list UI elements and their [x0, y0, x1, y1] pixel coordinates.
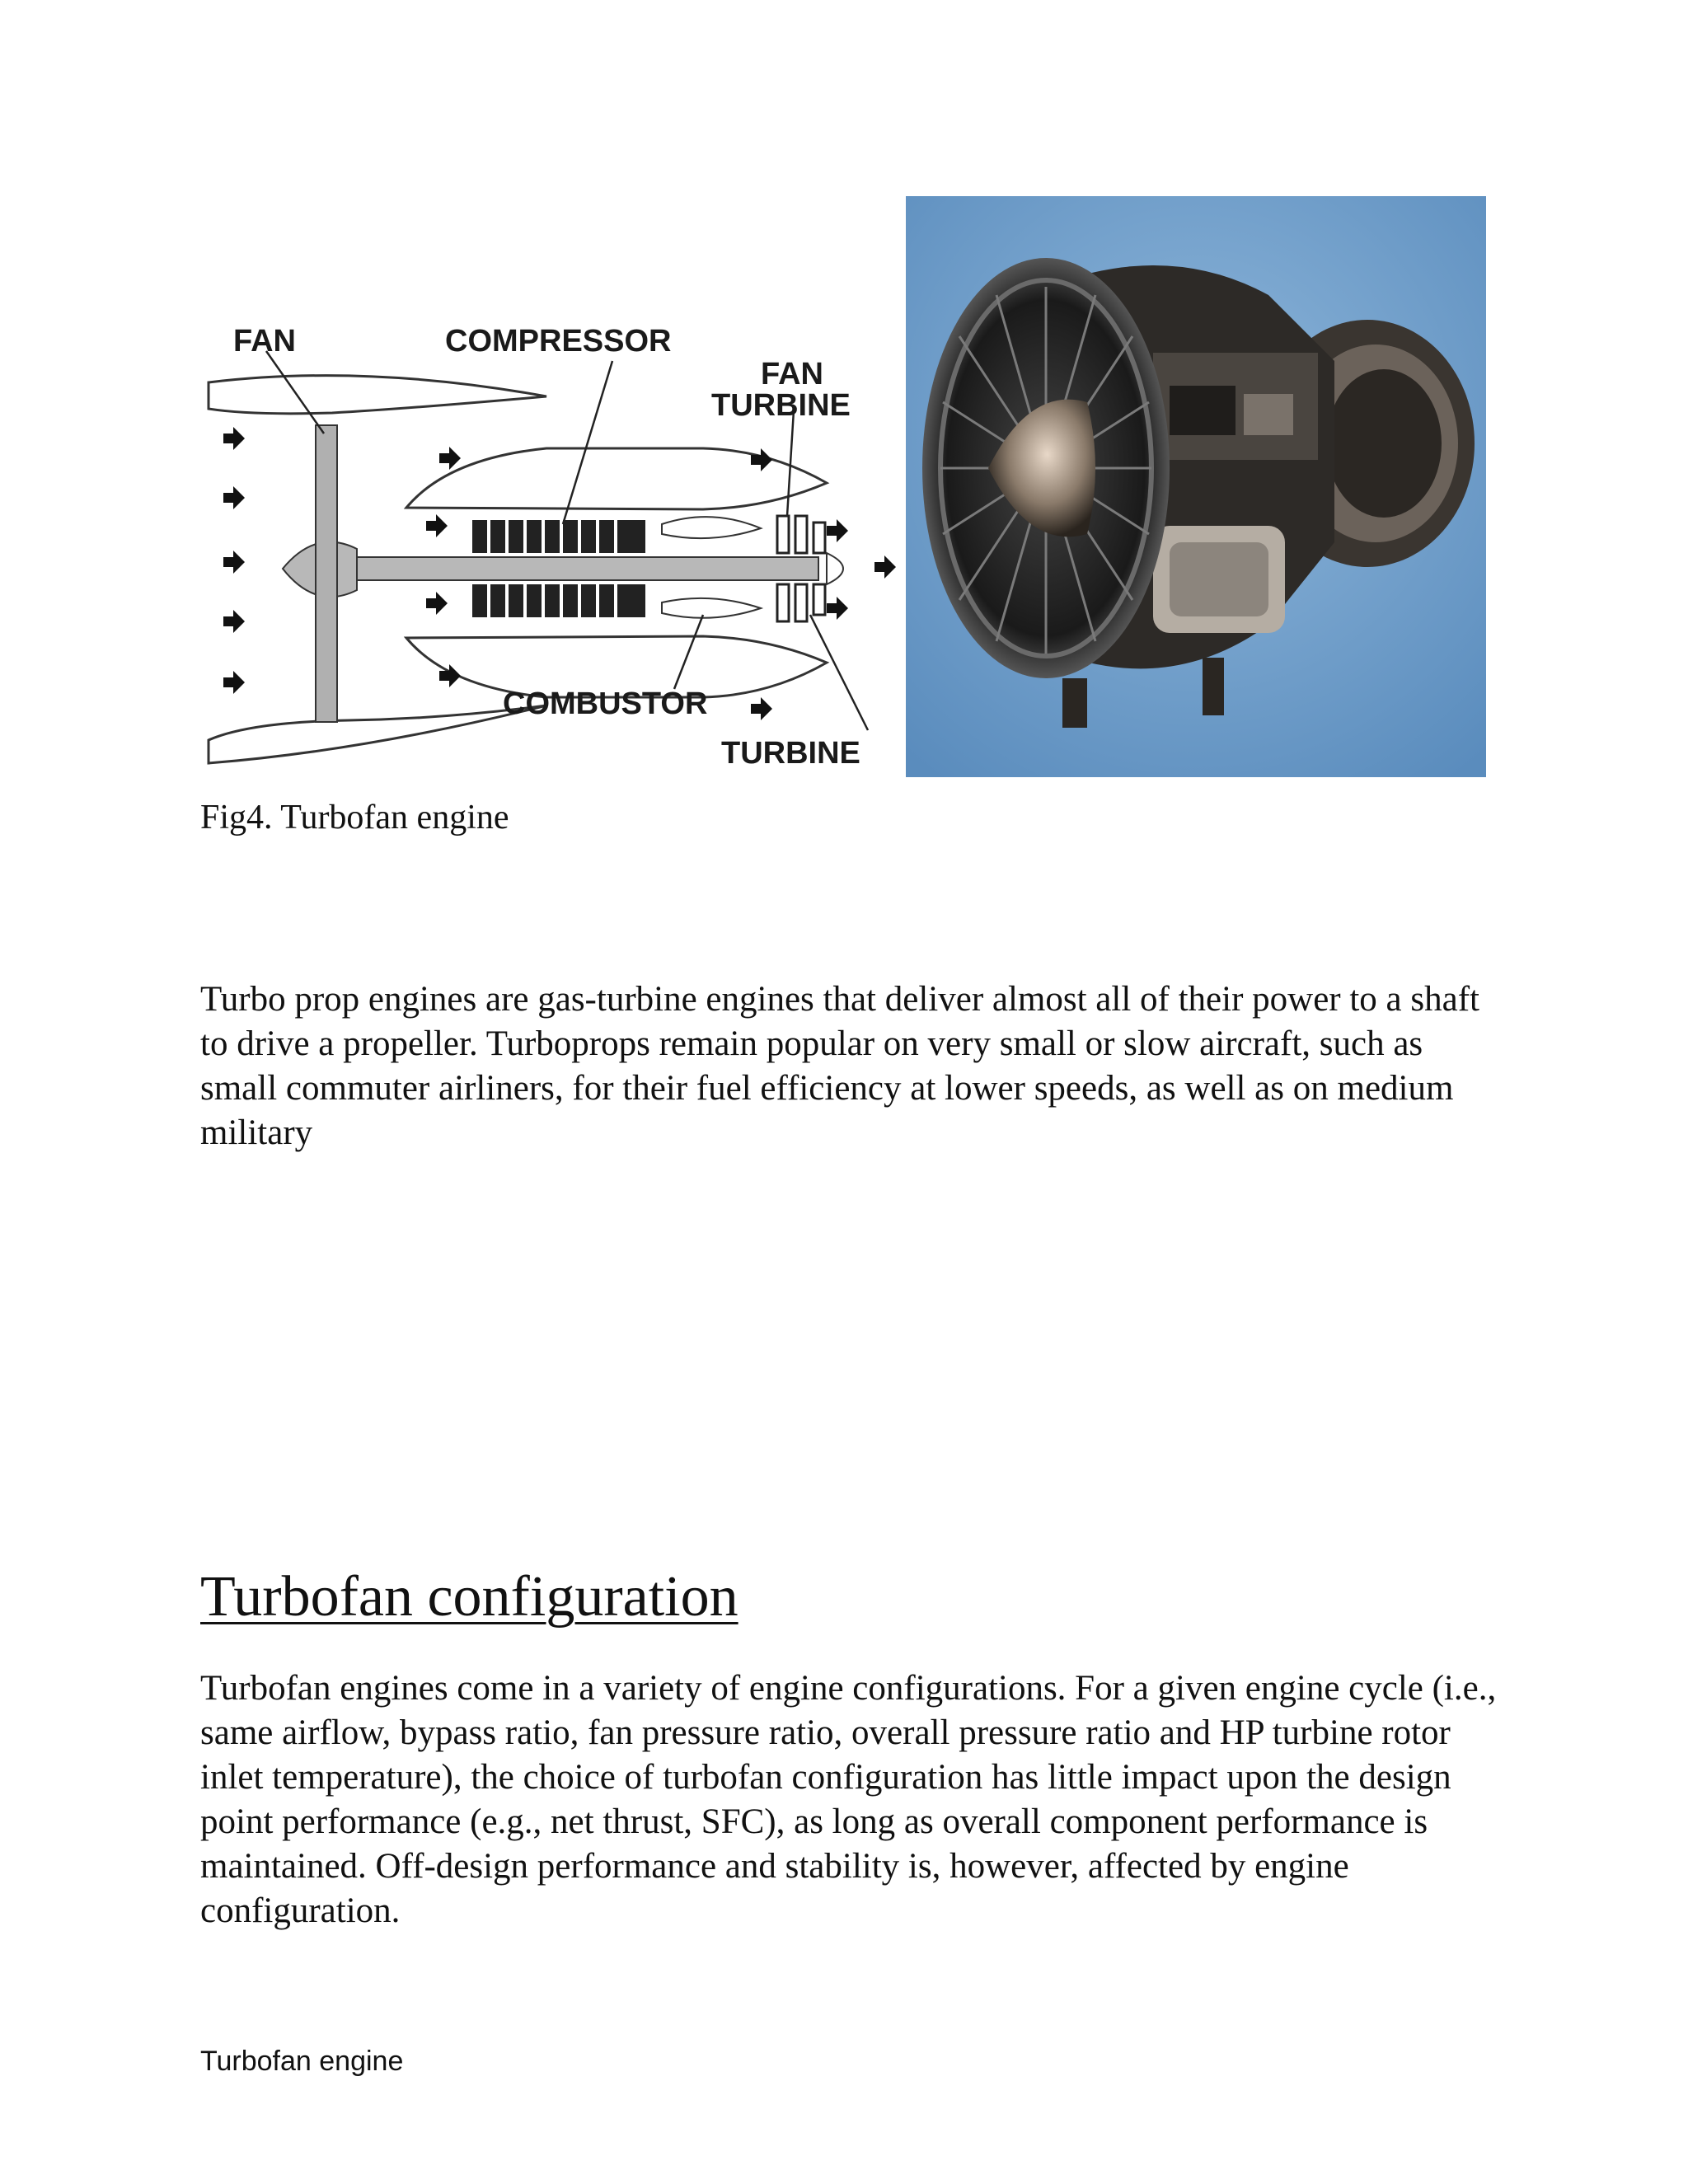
figure-caption: Fig4. Turbofan engine: [200, 799, 509, 837]
figure: [200, 196, 1486, 781]
diagram-label-turbine: TURBINE: [721, 736, 860, 771]
turbofan-configuration-paragraph: Turbofan engines come in a variety of engine configurations. For a given engine cycle (i.e., same airflow, bypass ratio, fan pressure ratio, overall pressure ratio and HP turbine rotor inlet temperature), the choice of turbofan configuration has little impact upon the design point performance (e.g., net thrust, SFC), as long as overall component performance is maintained. Off-design performance and stability is, however, affected by engine configuration.: [200, 1669, 1497, 1930]
diagram-label-compressor: COMPRESSOR: [445, 324, 672, 359]
diagram-label-fan: FAN: [233, 324, 296, 359]
diagram-label-fan-turbine-top: FAN: [761, 357, 823, 391]
section-heading: Turbofan configuration: [200, 1565, 738, 1629]
page-footer: Turbofan engine: [200, 2046, 404, 2077]
turboprop-paragraph: Turbo prop engines are gas-turbine engines that deliver almost all of their power to a shaft to drive a propeller. Turboprops remain popular on very small or slow aircraft, such as small commuter airliners, for their fuel efficiency at lower speeds, as well as on medium military: [200, 980, 1479, 1152]
diagram-label-combustor: COMBUSTOR: [503, 687, 708, 721]
turbofan-diagram: [200, 318, 901, 781]
diagram-label-fan-turbine-bottom: TURBINE: [711, 388, 851, 423]
engine-photo: [906, 196, 1486, 777]
